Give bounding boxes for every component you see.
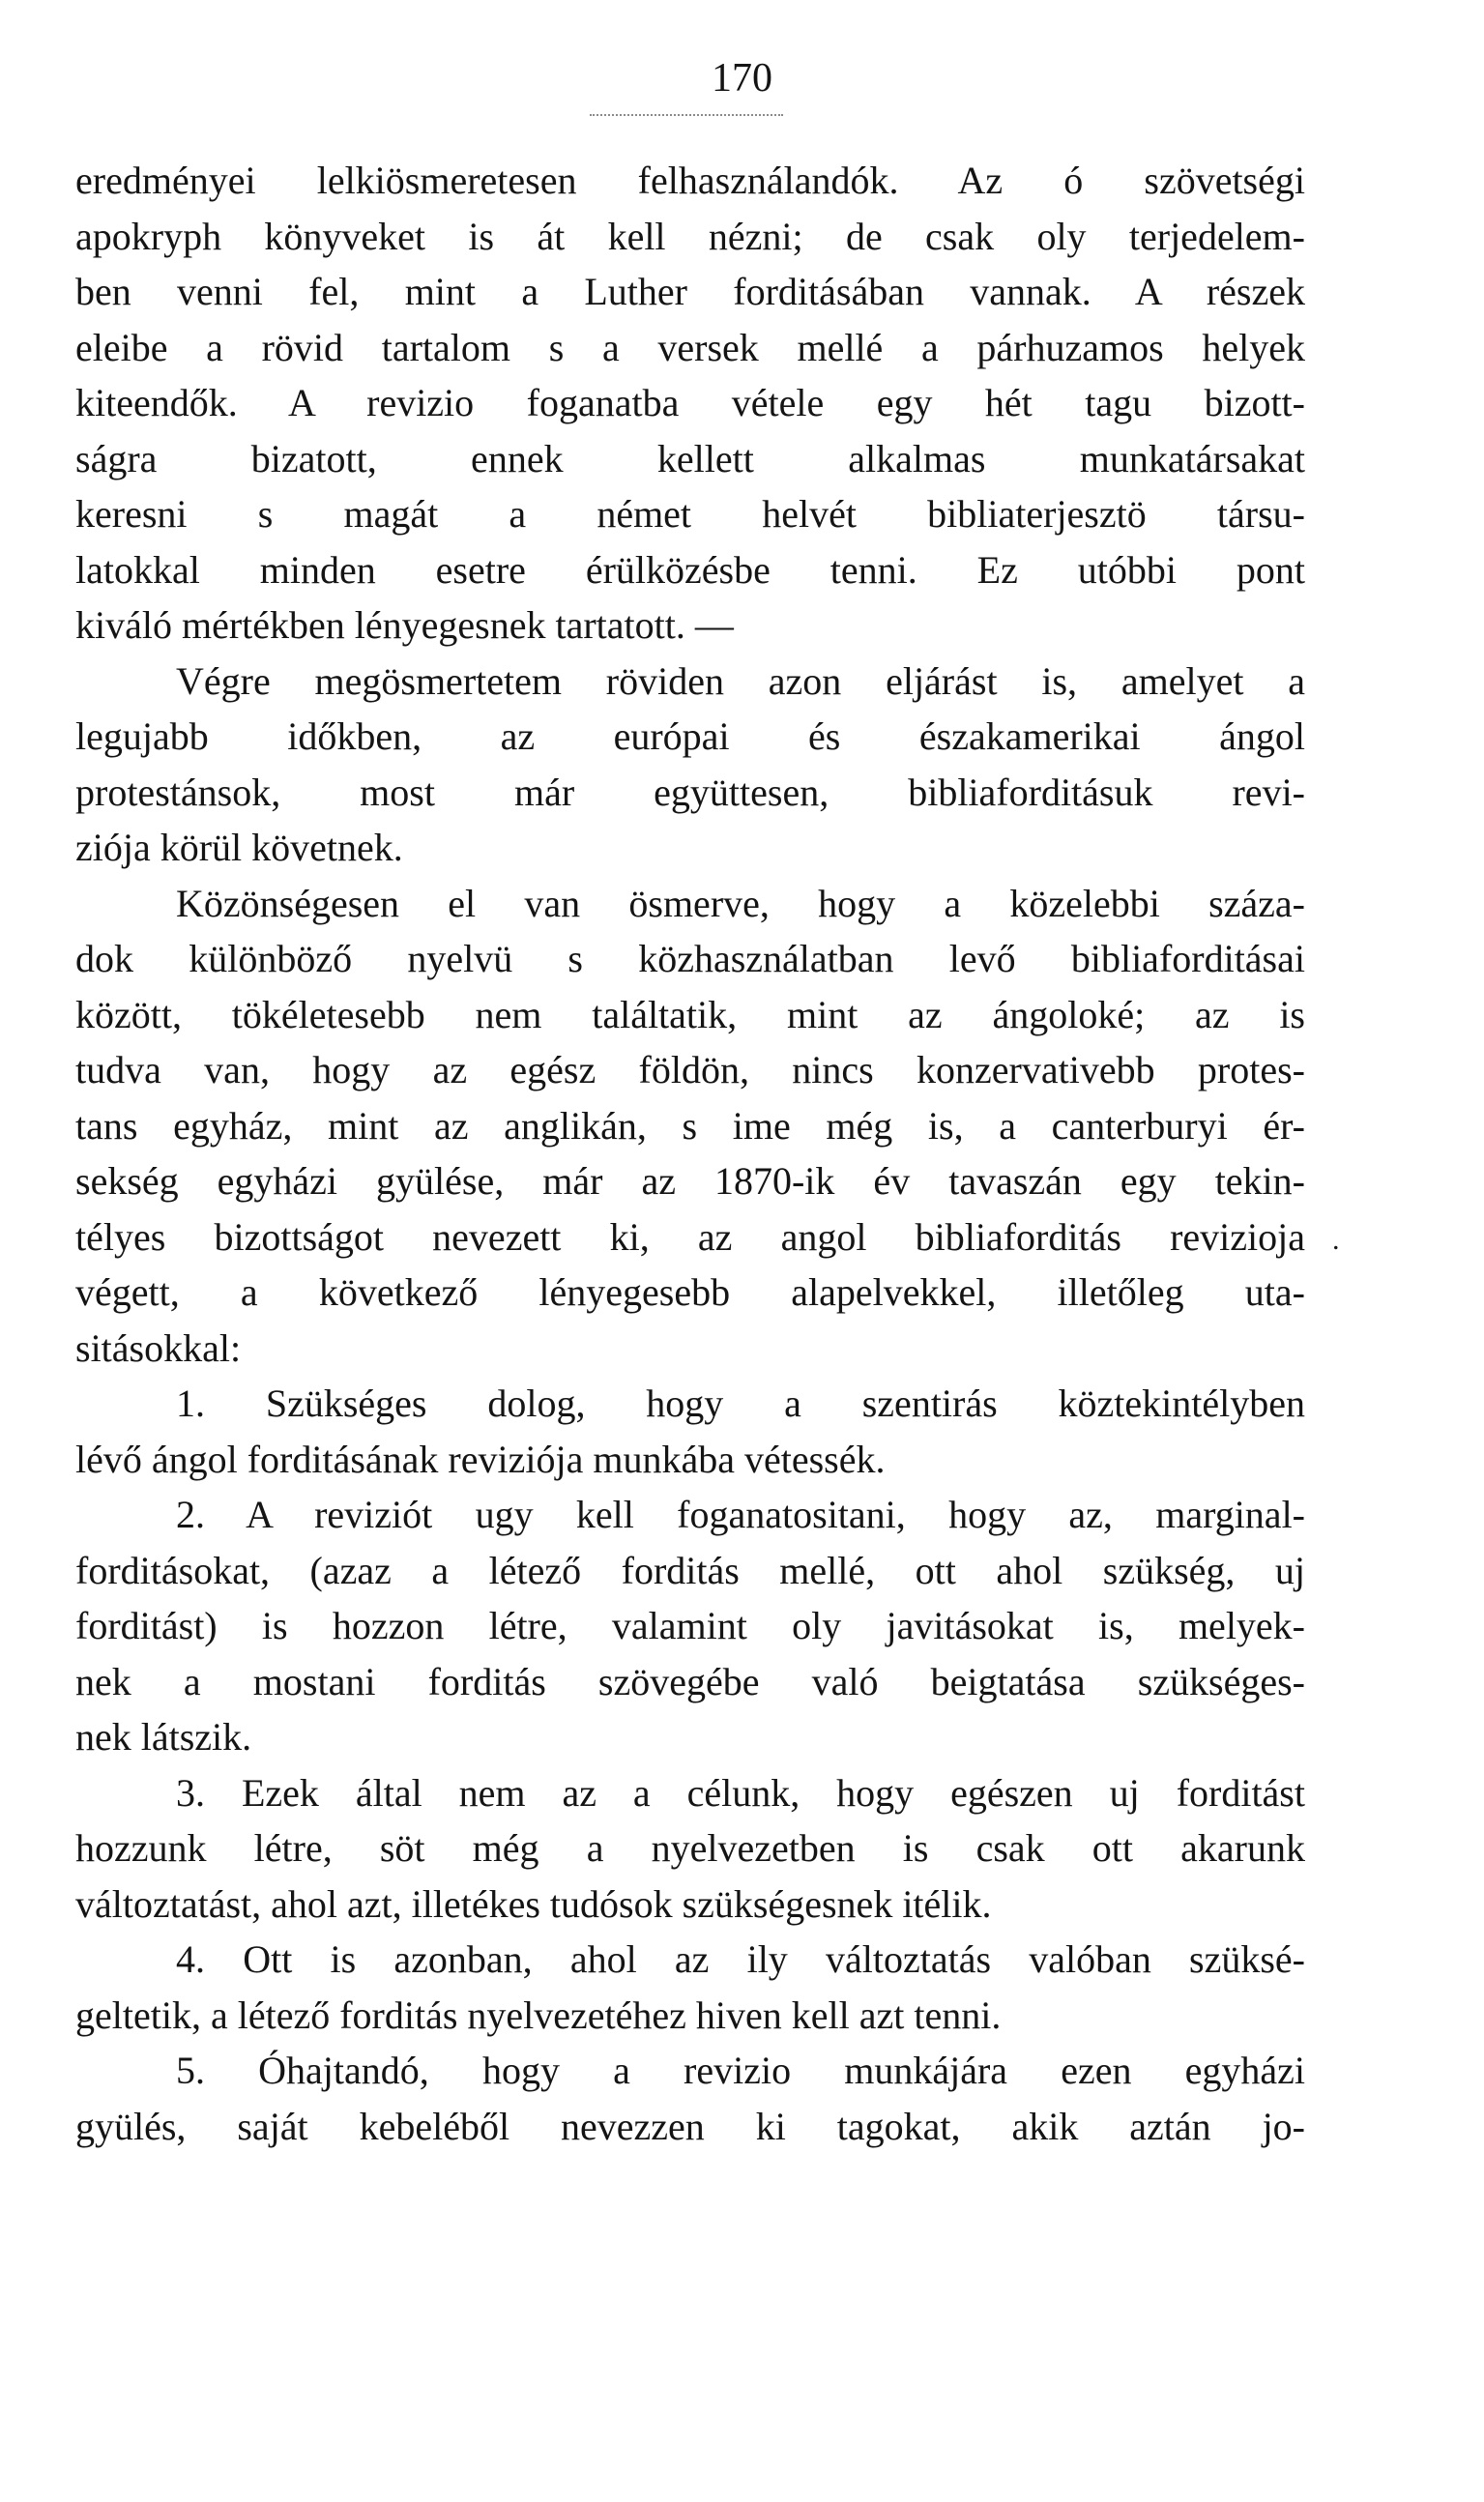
text-line: 5. Óhajtandó, hogy a revizio munkájára ezen egyházi bbox=[176, 2049, 1305, 2092]
text-line: végett, a következő lényegesebb alapelvekkel, illetőleg uta- bbox=[75, 1270, 1305, 1314]
text-line: ziója körül követnek. bbox=[75, 826, 403, 869]
text-line: változtatást, ahol azt, illetékes tudósok szükségesnek itélik. bbox=[75, 1881, 992, 1926]
header-ornament bbox=[590, 114, 783, 124]
text-line: kiteendők. A revizio foganatba vétele egy hét tagu bizott- bbox=[75, 381, 1305, 424]
text-line: ságra bizatott, ennek kellett alkalmas munkatársakat bbox=[75, 436, 1305, 480]
text-line: protestánsok, most már együttesen, bibliaforditásuk revi- bbox=[75, 770, 1305, 814]
text-line: forditásokat, (azaz a létező forditás mellé, ott ahol szükség, uj bbox=[75, 1548, 1305, 1592]
text-line: 3. Ezek által nem az a célunk, hogy egészen uj forditást bbox=[176, 1770, 1305, 1815]
text-line: lévő ángol forditásának reviziója munkába vétessék. bbox=[75, 1437, 886, 1481]
text-line: latokkal minden esetre érülközésbe tenni. Ez utóbbi pont bbox=[75, 547, 1305, 592]
text-line: legujabb időkben, az európai és északamerikai ángol bbox=[75, 714, 1305, 758]
text-line: geltetik, a létező forditás nyelvezetéhez hiven kell azt tenni. bbox=[75, 1993, 1002, 2037]
text-line: hozzunk létre, söt még a nyelvezetben is csak ott akarunk bbox=[75, 1826, 1305, 1870]
text-line: eleibe a rövid tartalom s a versek mellé a párhuzamos helyek bbox=[75, 325, 1305, 369]
text-line: között, tökéletesebb nem találtatik, mint az ángoloké; az is bbox=[75, 992, 1305, 1036]
text-line: keresni s magát a német helvét bibliaterjesztö társu- bbox=[75, 492, 1305, 536]
text-line: gyülés, saját kebeléből nevezzen ki tagokat, akik aztán jo- bbox=[75, 2104, 1305, 2148]
text-line: sitásokkal: bbox=[75, 1325, 242, 1370]
text-line: kiváló mértékben lényegesnek tartatott. — bbox=[75, 603, 734, 647]
page-number: 170 bbox=[712, 56, 772, 101]
body-text bbox=[75, 153, 1305, 2154]
text-line: forditást) is hozzon létre, valamint oly javitásokat is, melyek- bbox=[75, 1604, 1305, 1647]
text-line: tudva van, hogy az egész földön, nincs konzervativebb protes- bbox=[75, 1048, 1305, 1091]
text-line: apokryph könyveket is át kell nézni; de csak oly terjedelem- bbox=[75, 214, 1305, 258]
text-line: télyes bizottságot nevezett ki, az angol bibliaforditás revizioja bbox=[75, 1214, 1305, 1259]
text-line: eredményei lelkiösmeretesen felhasználandók. Az ó szövetségi bbox=[75, 159, 1305, 202]
text-line: dok különböző nyelvü s közhasználatban levő bibliaforditásai bbox=[75, 937, 1305, 980]
text-line: Végre megösmertetem röviden azon eljárást is, amelyet a bbox=[176, 658, 1305, 703]
text-line: ben venni fel, mint a Luther forditásában vannak. A részek bbox=[75, 270, 1305, 313]
text-line: 2. A reviziót ugy kell foganatositani, hogy az, marginal- bbox=[176, 1493, 1305, 1536]
text-line: nek a mostani forditás szövegébe való beigtatása szükséges- bbox=[75, 1659, 1305, 1703]
text-line: 1. Szükséges dolog, hogy a szentirás köztekintélyben bbox=[176, 1382, 1305, 1425]
margin-mark: . bbox=[1332, 1224, 1340, 1256]
text-line: Közönségesen el van ösmerve, hogy a közelebbi száza- bbox=[176, 881, 1305, 925]
text-line: 4. Ott is azonban, ahol az ily változtatás valóban szüksé- bbox=[176, 1937, 1305, 1981]
text-line: sekség egyházi gyülése, már az 1870-ik év tavaszán egy tekin- bbox=[75, 1159, 1305, 1203]
text-line: nek látszik. bbox=[75, 1715, 252, 1759]
text-line: tans egyház, mint az anglikán, s ime még is, a canterburyi ér- bbox=[75, 1103, 1305, 1148]
